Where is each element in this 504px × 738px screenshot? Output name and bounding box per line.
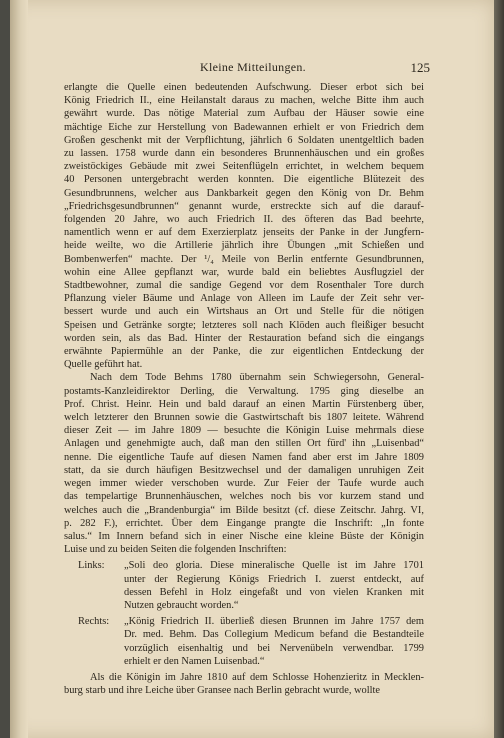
text-line: welch letzterer den Brunnen sowie die Gastwirtschaft bis 1807 leitete. Während — [64, 412, 424, 424]
text-line: Bombenwerfen“ machte. Der ¹/₄ Meile von Berlin entfernte Gesundbrunnen, — [64, 253, 424, 265]
text-line: 40 Personen untergebracht werden konnten. Die eigentliche Blütezeit des — [64, 174, 424, 186]
text-line: Als die Königin im Jahre 1810 auf dem Schlosse Hohenzieritz in Mecklen- — [90, 671, 424, 683]
text-line: Pflanzung vieler Bäume und Anlage von Alleen im Laufe der Zeit sehr ver- — [64, 293, 424, 305]
text-line: p. 282 F.), errichtet. Über dem Eingange prangte die Inschrift: „In fonte — [64, 517, 424, 529]
running-header — [60, 60, 430, 76]
book-edge — [494, 0, 504, 738]
page-gutter — [10, 0, 28, 738]
text-line: salus.“ Im Innern befand sich in einer Nische eine kleine Büste der Königin — [64, 530, 424, 542]
paragraph-1 — [64, 81, 424, 371]
paragraph-3 — [64, 671, 424, 697]
text-line: folgenden 20 Jahre, wo auch Friedrich II. des öfteren das Bad beehrte, — [64, 214, 424, 226]
inscription-line: vorzüglich eisenhaltig und bei Nervenübeln verwendbar. 1799 — [124, 642, 424, 654]
inscription-line: Dr. med. Behm. Das Collegium Medicum befand die Bestandteile — [124, 629, 424, 641]
text-line: Speisen und Getränke sorgte; letzteres soll nach Klöden auch fleißiger besucht — [64, 319, 424, 331]
text-line: zweistöckiges Gebäude mit zwei Seitenflügeln errichtet, in welchem bequem — [64, 161, 424, 173]
inscription-line: dessen Befehl in Holz eingefaßt und von vielen Kranken mit — [124, 586, 424, 598]
inscription-line: „König Friedrich II. überließ diesen Brunnen im Jahre 1757 dem — [124, 616, 424, 628]
text-line: Großen geschenkt mit der Verpflichtung, jährlich 6 Soldaten unentgeltlich baden — [64, 134, 424, 146]
text-line: Stadtbewohner, zumal die sandige Gegend vor dem Rosenthaler Tore durch — [64, 280, 424, 292]
text-line: König Friedrich II., eine Heilanstalt daraus zu machen, welche Bitte ihm auch — [64, 95, 424, 107]
text-line: wohin eine Allee gepflanzt war, wurde bald ein beliebtes Ausflugziel der — [64, 266, 424, 278]
text-line: Quelle geführt hat. — [64, 359, 143, 371]
text-line: erwähnte Papiermühle an der Panke, die zur eigentlichen Entdeckung der — [64, 346, 424, 358]
text-line: zu lassen. 1758 wurde dann ein besonderes Brunnenhäuschen und ein großes — [64, 148, 424, 160]
text-line: erlangte die Quelle einen bedeutenden Aufschwung. Dieser erbot sich bei — [64, 82, 424, 93]
text-line: gewährt wurde. Das nötige Material zum Aufbau der Häuser sowie eine — [64, 108, 424, 120]
text-line: Luise und zu beiden Seiten die folgenden Inschriften: — [64, 544, 287, 556]
inscription-line: unter der Regierung Königs Friedrich I. zuerst entdeckt, auf — [124, 573, 424, 585]
text-line: burg starb und ihre Leiche über Gransee nach Berlin gebracht wurde, wollte — [64, 685, 381, 697]
text-line: postamts-Kanzleidirektor Derling, die Verwaltung. 1795 ging dieselbe an — [64, 385, 424, 397]
inscription-line: „Soli deo gloria. Diese mineralische Quelle ist im Jahre 1701 — [124, 560, 424, 572]
inscription-label: Rechts: — [78, 616, 110, 628]
inscription-label: Links: — [78, 560, 105, 572]
page-number: 125 — [410, 60, 430, 75]
paragraph-2 — [64, 371, 424, 556]
text-line: worden sein, als das Bad. Hinter der Restauration befand sich die eingangs — [64, 332, 424, 344]
text-line: namentlich wenn er auf dem Exerzierplatz jenseits der Panke in der Jungfern- — [64, 227, 424, 239]
text-line: Prof. Christ. Heinr. Hein und bald darauf an einen Martin Fürstenberg über, — [64, 398, 424, 410]
text-line: welches auch die „Brandenburgia“ im Bilde besitzt (cf. diese Zeitschr. Jahrg. VI, — [64, 504, 424, 516]
text-line: bessert wurde und auch ein Wirtshaus an Ort und Stelle für die nötigen — [64, 306, 424, 318]
text-line: mächtige Eiche zur Herstellung von Badewannen erhielt er von Friedrich dem — [64, 121, 424, 133]
text-line: „Friedrichsgesundbrunnen“ genannt wurde, erstreckte sich auf die darauf- — [64, 200, 424, 212]
inscription-left — [64, 559, 424, 612]
text-line: das tempelartige Brunnenhäuschen, welches noch bis vor kurzem stand und — [64, 491, 424, 503]
text-line: Gesundbrunnens, welcher aus Dankbarkeit gegen den König von Dr. Behm — [64, 187, 424, 199]
text-line: nenne. Die eigentliche Taufe auf diesen Namen fand aber erst im Jahre 1809 — [64, 451, 424, 463]
inscription-line: erhielt er den Namen Luisenbad.“ — [124, 655, 265, 667]
text-line: dieser Zeit — im Jahre 1809 — besuchte die Königin Luise mehrmals diese — [64, 425, 424, 437]
text-line: Anlagen und genehmigte auch, daß man den stillen Ort fürd' ihn „Luisenbad“ — [64, 438, 424, 450]
header-title: Kleine Mitteilungen. — [200, 60, 306, 74]
text-line: statt, da sie durch häufigen Besitzwechsel und der damaligen unruhigen Zeit — [64, 464, 424, 476]
page-body — [64, 81, 424, 697]
text-line: wegen immer wieder verschoben wurde. Zur Feier der Taufe wurde auch — [64, 478, 424, 490]
text-line: Nach dem Tode Behms 1780 übernahm sein Schwiegersohn, General- — [90, 372, 424, 384]
text-line: heide weilte, wo die Artillerie jährlich ihre Übungen „mit Schießen und — [64, 240, 424, 252]
inscription-line: Nutzen gebraucht worden.“ — [124, 599, 239, 611]
inscription-right — [64, 615, 424, 668]
